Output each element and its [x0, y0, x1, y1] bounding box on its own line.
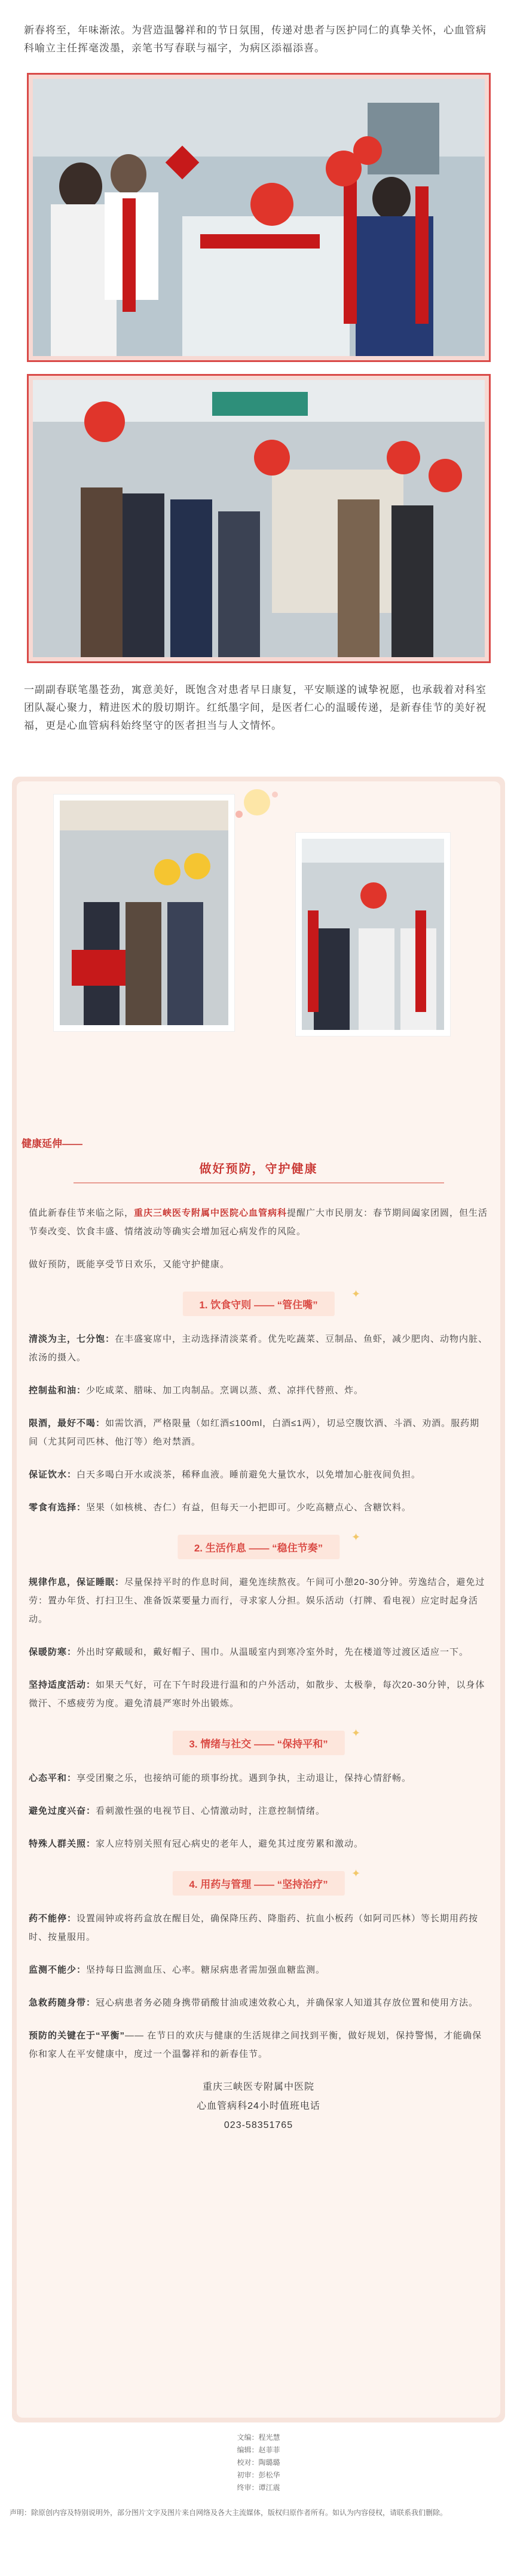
middle-paragraph: 一副副春联笔墨苍劲，寓意美好，既饱含对患者早日康复，平安顺遂的诚挚祝愿，也承载着对科室团队凝心聚力，精进医术的殷切期许。红纸墨字间，是医者仁心的温暖传递，是新春佳节的美好祝福，更是心血管病科始终坚守的医者担当与人文情怀。 — [24, 684, 487, 731]
section-title: 2. 生活作息 —— “稳住节奏” — [178, 1535, 339, 1559]
tip-key: 保证饮水： — [29, 1470, 77, 1480]
tip-key: 心态平和： — [29, 1773, 77, 1783]
section-header — [17, 1867, 500, 1899]
tip-text: 冠心病患者务必随身携带硝酸甘油或速效救心丸，并确保家人知道其存放位置和使用方法。 — [96, 1998, 479, 2008]
sign-dept: 心血管病科24小时值班电话 — [197, 2101, 320, 2111]
ward-photo-2 — [33, 380, 485, 657]
health-content — [17, 1135, 500, 2135]
tip-text: 在丰盛宴席中，主动选择清淡菜肴。优先吃蔬菜、豆制品、鱼虾，减少肥肉、动物内脏、浓汤的摄入。 — [29, 1334, 488, 1363]
tip-paragraph — [29, 1381, 488, 1400]
sparkle-icon: ✦ — [351, 1727, 361, 1739]
tip-paragraph — [29, 1465, 488, 1484]
credit-value: 程光慧 — [258, 2433, 280, 2442]
credit-row — [0, 2457, 517, 2469]
tip-key: 避免过度兴奋： — [29, 1806, 96, 1816]
section-header — [17, 1727, 500, 1758]
tip-key: 控制盐和油： — [29, 1385, 87, 1396]
main-title: 做好预防，守护健康 — [199, 1163, 318, 1176]
credit-label: 初审： — [237, 2471, 259, 2479]
credit-value: 赵菲菲 — [258, 2446, 280, 2454]
tip-key: 药不能停： — [29, 1913, 77, 1924]
tip-paragraph — [29, 1414, 488, 1451]
sign-hospital: 重庆三峡医专附属中医院 — [202, 2082, 314, 2092]
section-title: 4. 用药与管理 —— “坚持治疗” — [172, 1871, 344, 1896]
sign-phone: 023-58351765 — [224, 2120, 293, 2130]
tip-key: 清淡为主，七分饱： — [29, 1334, 115, 1344]
credit-value: 彭松华 — [258, 2471, 280, 2479]
tip-paragraph — [29, 1769, 488, 1787]
tip-text: 设置闹钟或将药盒放在醒目处，确保降压药、降脂药、抗血小板药（如阿司匹林）等长期用药按时、按量服用。 — [29, 1913, 479, 1942]
tip-key: 保暖防寒： — [29, 1647, 77, 1657]
tip-paragraph — [29, 1330, 488, 1367]
picture-right — [296, 833, 450, 1036]
tip-paragraph — [29, 1643, 488, 1661]
tip-key: 限酒，最好不喝： — [29, 1418, 106, 1428]
tip-key: 坚持适度活动： — [29, 1680, 96, 1690]
title-divider — [74, 1182, 444, 1183]
intro-paragraph-3: 做好预防，既能享受节日欢乐，又能守护健康。 — [29, 1259, 230, 1269]
tip-text: 如果天气好，可在下午时段进行温和的户外活动，如散步、太极拳，每次20-30分钟，以身体微汗、不感疲劳为度。避免清晨严寒时外出锻炼。 — [29, 1680, 485, 1709]
health-extension-label: 健康延伸—— — [22, 1138, 82, 1149]
section-header — [17, 1288, 500, 1319]
tip-paragraph — [29, 1802, 488, 1820]
section-title: 1. 饮食守则 —— “管住嘴” — [182, 1292, 334, 1316]
tip-text: 享受团聚之乐，也接纳可能的琐事纷扰。遇到争执，主动退让，保持心情舒畅。 — [77, 1773, 412, 1783]
credit-value: 谭江震 — [258, 2483, 280, 2492]
conclusion — [29, 2026, 488, 2063]
hospital-name: 重庆三峡医专附属中医院心血管病科 — [134, 1208, 287, 1218]
credit-label: 编辑： — [237, 2446, 259, 2454]
photo-frame-2 — [27, 374, 491, 663]
tip-text: 坚持每日监测血压、心率。糖尿病患者需加强血糖监测。 — [86, 1965, 326, 1975]
disclaimer: 声明：除原创内容及特别说明外，部分图片文字及图片来自网络及各大主流媒体，版权归原作者所有。如认为内容侵权，请联系我们删除。 — [10, 2508, 448, 2517]
tip-text: 少吃咸菜、腊味、加工肉制品。烹调以蒸、煮、凉拌代替煎、炸。 — [86, 1385, 364, 1396]
sparkle-icon: ✦ — [351, 1531, 361, 1543]
tip-text: 尽量保持平时的作息时间，避免连续熬夜。午间可小憩20-30分钟。劳逸结合，避免过劳：置办年货、打扫卫生、准备饭菜要量力而行，寻求家人分担。娱乐活动（打牌、看电视）应定时起身活动。 — [29, 1577, 485, 1624]
tip-key: 零食有选择： — [29, 1502, 87, 1513]
tip-text: 白天多喝白开水或淡茶，稀释血液。睡前避免大量饮水，以免增加心脏夜间负担。 — [77, 1470, 421, 1480]
sparkle-icon: ✦ — [351, 1288, 361, 1300]
tip-key: 特殊人群关照： — [29, 1839, 96, 1849]
tip-text: 坚果（如核桃、杏仁）有益，但每天一小把即可。少吃高糖点心、含糖饮料。 — [86, 1502, 412, 1513]
sections — [17, 1288, 500, 2012]
tip-paragraph — [29, 1909, 488, 1946]
credit-label: 校对： — [237, 2458, 259, 2467]
tip-paragraph — [29, 1994, 488, 2012]
photo-frame-1 — [27, 73, 491, 362]
tip-key: 急救药随身带： — [29, 1998, 96, 2008]
credit-row — [0, 2444, 517, 2457]
section-header — [17, 1531, 500, 1562]
tip-key: 监测不能少： — [29, 1965, 87, 1975]
tip-key: 规律作息，保证睡眠： — [29, 1577, 125, 1587]
credit-row — [0, 2482, 517, 2494]
credit-label: 终审： — [237, 2483, 259, 2492]
decor-dots — [227, 787, 287, 823]
credit-row — [0, 2469, 517, 2482]
tip-paragraph — [29, 1961, 488, 1979]
tip-text: 家人应特别关照有冠心病史的老年人，避免其过度劳累和激动。 — [96, 1839, 364, 1849]
tip-paragraph — [29, 1573, 488, 1629]
signature — [17, 2078, 500, 2135]
tip-paragraph — [29, 1835, 488, 1853]
sparkle-icon: ✦ — [351, 1867, 361, 1879]
conclusion-text: —— 在节日的欢庆与健康的生活规律之间找到平衡，做好规划，保持警惕，才能确保你和家人在平安健康中，度过一个温馨祥和的新春佳节。 — [29, 2031, 482, 2059]
section-title: 3. 情绪与社交 —— “保持平和” — [172, 1731, 344, 1755]
intro-paragraph: 新春将至，年味渐浓。为营造温馨祥和的节日氛围，传递对患者与医护同仁的真挚关怀，心血管病科喻立主任挥毫泼墨，亲笔书写春联与福字，为病区添福添喜。 — [24, 24, 487, 54]
conclusion-key: 预防的关键在于“平衡” — [29, 2031, 126, 2041]
ward-photo-1 — [33, 79, 485, 356]
tip-text: 看刺激性强的电视节目、心情激动时，注意控制情绪。 — [96, 1806, 326, 1816]
tip-paragraph — [29, 1676, 488, 1713]
tip-paragraph — [29, 1498, 488, 1517]
picture-left — [54, 795, 234, 1031]
intro-paragraph-2: 值此新春佳节来临之际，重庆三峡医专附属中医院心血管病科提醒广大市民朋友：春节期间阖家团圆，但生活节奏改变、饮食丰盛、情绪波动等确实会增加冠心病发作的风险。 — [29, 1208, 488, 1237]
credits — [0, 2431, 517, 2494]
credit-value: 陶璐璐 — [258, 2458, 280, 2467]
tip-text: 如需饮酒，严格限量（如红酒≤100ml，白酒≤1两），切忌空腹饮酒、斗酒、劝酒。服药期间（尤其阿司匹林、他汀等）绝对禁酒。 — [29, 1418, 480, 1447]
credit-row — [0, 2431, 517, 2444]
credit-label: 文编： — [237, 2433, 259, 2442]
tip-text: 外出时穿戴暖和，戴好帽子、围巾。从温暖室内到寒冷室外时，先在楼道等过渡区适应一下。 — [77, 1647, 469, 1657]
